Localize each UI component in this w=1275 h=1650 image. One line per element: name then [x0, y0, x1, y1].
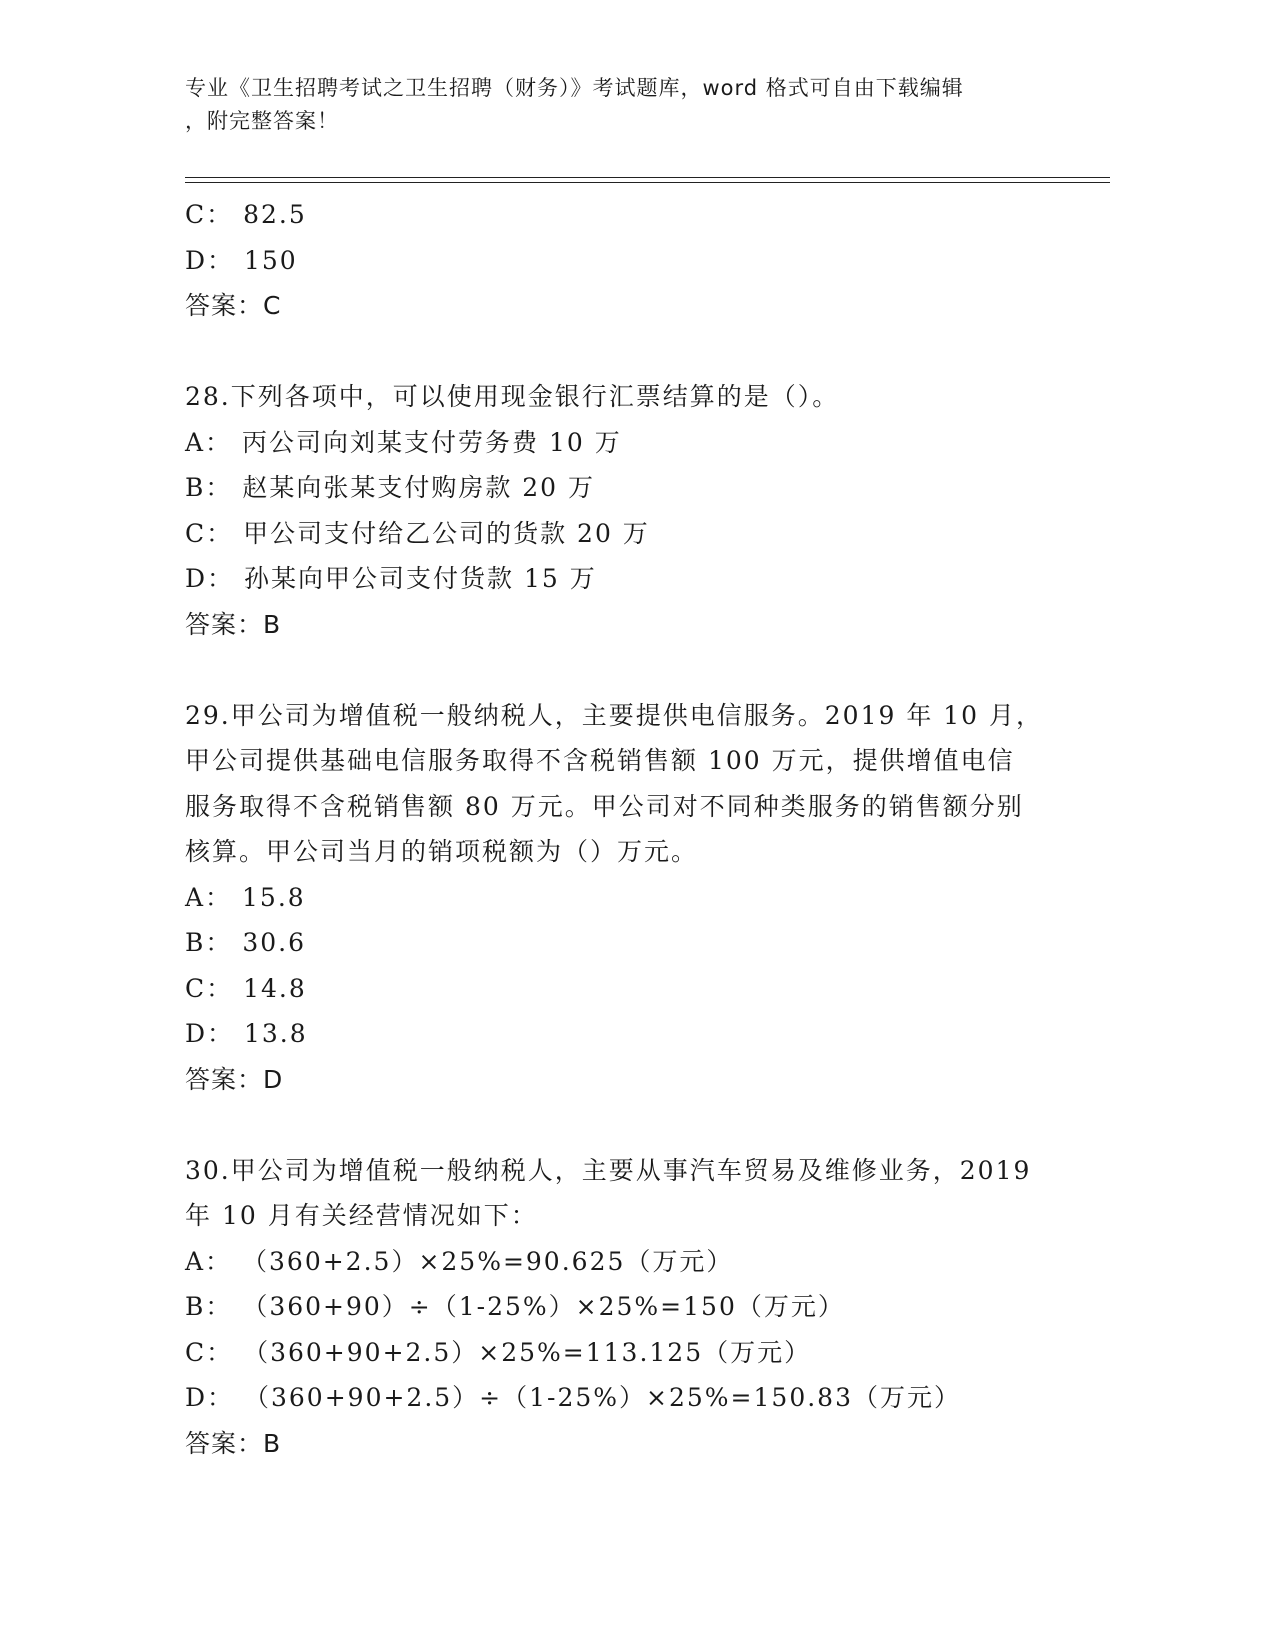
option-b: B： 赵某向张某支付购房款 20 万	[185, 473, 596, 502]
option-d: D： 150	[185, 245, 298, 275]
option-a: A： 丙公司向刘某支付劳务费 10 万	[185, 427, 622, 457]
option-c: C： 82.5	[185, 200, 307, 229]
option-a: A： （360+2.5）×25%=90.625（万元）	[185, 1246, 734, 1276]
question-text: 28.下列各项中，可以使用现金银行汇票结算的是（）。	[185, 382, 840, 411]
header-divider-bottom	[185, 182, 1110, 183]
answer-line: 答案：B	[185, 609, 282, 639]
question-text: 30.甲公司为增值税一般纳税人，主要从事汽车贸易及维修业务，2019 年 10 月有关经营情况如下：	[185, 1155, 1032, 1230]
document-header	[185, 72, 1085, 138]
header-line-2: ，附完整答案！	[185, 109, 339, 133]
prev-question	[185, 192, 1085, 329]
option-b: B： 30.6	[185, 928, 306, 957]
question-29	[185, 693, 1085, 1103]
option-a: A： 15.8	[185, 882, 306, 912]
question-30	[185, 1148, 1085, 1467]
answer-line: 答案：C	[185, 291, 282, 320]
header-divider-top	[185, 177, 1110, 178]
question-list	[185, 192, 1085, 1466]
answer-line: 答案：D	[185, 1064, 284, 1094]
option-d: D： （360+90+2.5）÷（1-25%）×25%=150.83（万元）	[185, 1383, 961, 1412]
option-c: C： 甲公司支付给乙公司的货款 20 万	[185, 518, 650, 548]
question-28	[185, 374, 1085, 647]
option-c: C： （360+90+2.5）×25%=113.125（万元）	[185, 1337, 812, 1367]
option-b: B： （360+90）÷（1-25%）×25%=150（万元）	[185, 1292, 845, 1321]
option-d: D： 13.8	[185, 1019, 308, 1048]
answer-line: 答案：B	[185, 1428, 282, 1458]
option-d: D： 孙某向甲公司支付货款 15 万	[185, 564, 597, 593]
question-text: 29.甲公司为增值税一般纳税人，主要提供电信服务。2019 年 10 月， 甲公司提供基础电信服务取得不含税销售额 100 万元，提供增值电信 服务取得不含税销售额 80 万元。甲公司对不同种类服务的销售额分别 核算。甲公司当月的销项税额为（）万元。	[185, 700, 1044, 866]
header-line-1: 专业《卫生招聘考试之卫生招聘（财务）》考试题库，word 格式可自由下载编辑	[185, 76, 964, 100]
option-c: C： 14.8	[185, 973, 307, 1003]
